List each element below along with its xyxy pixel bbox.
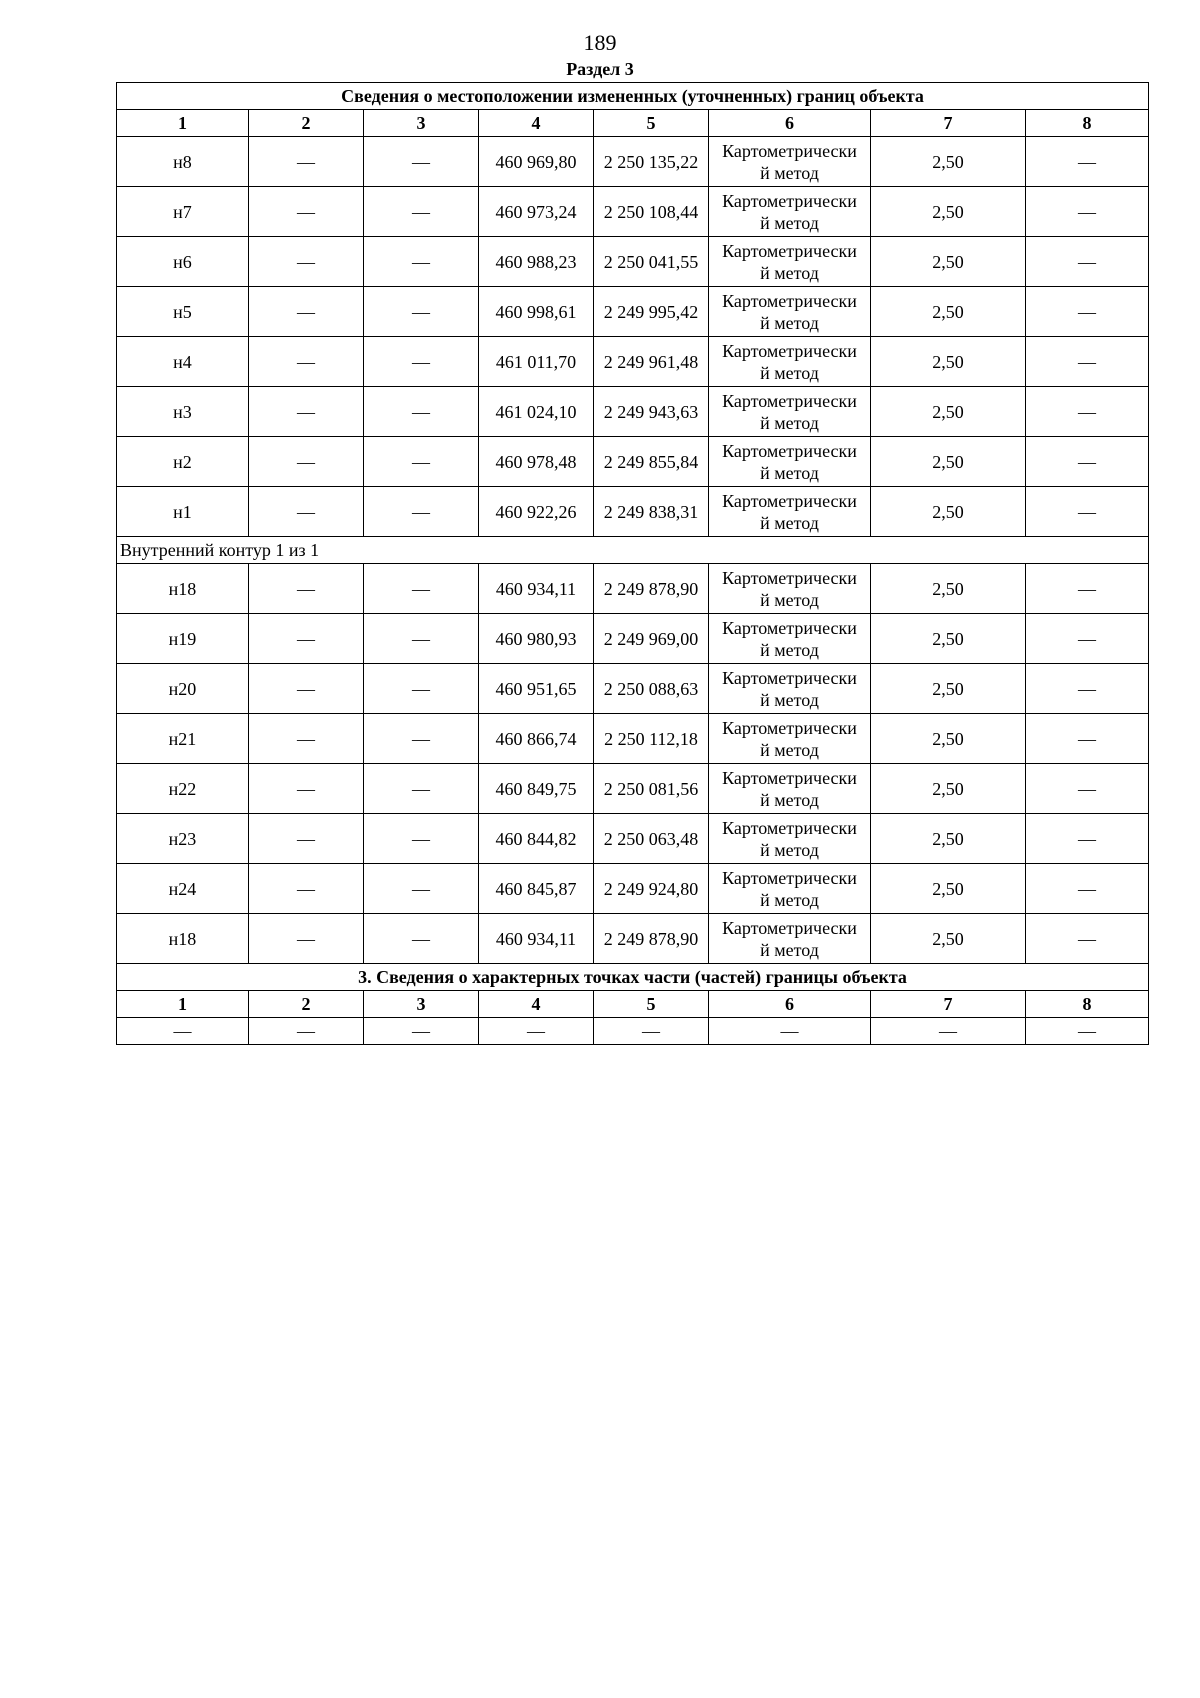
y-coordinate-cell: 2 249 969,00 bbox=[594, 614, 709, 664]
table-row bbox=[117, 764, 1149, 814]
method-line-2: й метод bbox=[760, 412, 819, 433]
y-coordinate-cell: 2 250 108,44 bbox=[594, 187, 709, 237]
dash-cell: — bbox=[364, 914, 479, 964]
method-line-2: й метод bbox=[760, 939, 819, 960]
x-coordinate-cell: 460 922,26 bbox=[479, 487, 594, 537]
accuracy-cell: 2,50 bbox=[871, 487, 1026, 537]
dash-cell: — bbox=[1026, 487, 1149, 537]
dash-cell: — bbox=[364, 137, 479, 187]
method-line-1: Картометрически bbox=[722, 867, 857, 888]
dash-cell: — bbox=[364, 187, 479, 237]
point-name-cell: н24 bbox=[117, 864, 249, 914]
dash-cell: — bbox=[364, 714, 479, 764]
method-cell bbox=[709, 764, 871, 814]
method-line-1: Картометрически bbox=[722, 290, 857, 311]
method-cell bbox=[709, 287, 871, 337]
point-name-cell: н2 bbox=[117, 437, 249, 487]
column-header: 7 bbox=[871, 110, 1026, 137]
table-row bbox=[117, 664, 1149, 714]
y-coordinate-cell: 2 250 135,22 bbox=[594, 137, 709, 187]
method-cell bbox=[709, 564, 871, 614]
table-row bbox=[117, 487, 1149, 537]
point-name-cell: н6 bbox=[117, 237, 249, 287]
column-header: 6 bbox=[709, 110, 871, 137]
x-coordinate-cell: 460 969,80 bbox=[479, 137, 594, 187]
y-coordinate-cell: 2 250 112,18 bbox=[594, 714, 709, 764]
dash-cell: — bbox=[249, 337, 364, 387]
dash-cell: — bbox=[249, 914, 364, 964]
point-name-cell: н18 bbox=[117, 914, 249, 964]
dash-cell: — bbox=[249, 387, 364, 437]
dash-cell: — bbox=[1026, 437, 1149, 487]
point-name-cell: н7 bbox=[117, 187, 249, 237]
dash-cell: — bbox=[1026, 187, 1149, 237]
table-row bbox=[117, 864, 1149, 914]
dash-cell: — bbox=[871, 1018, 1026, 1045]
table-row bbox=[117, 437, 1149, 487]
accuracy-cell: 2,50 bbox=[871, 914, 1026, 964]
table-row bbox=[117, 814, 1149, 864]
method-cell bbox=[709, 914, 871, 964]
section3-title: 3. Сведения о характерных точках части (частей) границы объекта bbox=[117, 964, 1149, 991]
accuracy-cell: 2,50 bbox=[871, 187, 1026, 237]
accuracy-cell: 2,50 bbox=[871, 337, 1026, 387]
y-coordinate-cell: 2 249 995,42 bbox=[594, 287, 709, 337]
dash-cell: — bbox=[364, 1018, 479, 1045]
x-coordinate-cell: 460 980,93 bbox=[479, 614, 594, 664]
table-row bbox=[117, 287, 1149, 337]
section3-column-header: 8 bbox=[1026, 991, 1149, 1018]
method-cell bbox=[709, 864, 871, 914]
x-coordinate-cell: 460 934,11 bbox=[479, 914, 594, 964]
x-coordinate-cell: 460 988,23 bbox=[479, 237, 594, 287]
accuracy-cell: 2,50 bbox=[871, 237, 1026, 287]
point-name-cell: н23 bbox=[117, 814, 249, 864]
method-cell bbox=[709, 187, 871, 237]
point-name-cell: н18 bbox=[117, 564, 249, 614]
method-line-2: й метод bbox=[760, 889, 819, 910]
method-line-2: й метод bbox=[760, 362, 819, 383]
method-line-1: Картометрически bbox=[722, 717, 857, 738]
x-coordinate-cell: 460 973,24 bbox=[479, 187, 594, 237]
dash-cell: — bbox=[479, 1018, 594, 1045]
point-name-cell: н8 bbox=[117, 137, 249, 187]
dash-cell: — bbox=[249, 614, 364, 664]
point-name-cell: н3 bbox=[117, 387, 249, 437]
x-coordinate-cell: 460 978,48 bbox=[479, 437, 594, 487]
accuracy-cell: 2,50 bbox=[871, 137, 1026, 187]
point-name-cell: н22 bbox=[117, 764, 249, 814]
dash-cell: — bbox=[1026, 614, 1149, 664]
dash-cell: — bbox=[364, 437, 479, 487]
column-header: 3 bbox=[364, 110, 479, 137]
dash-cell: — bbox=[249, 487, 364, 537]
method-line-1: Картометрически bbox=[722, 240, 857, 261]
column-header: 5 bbox=[594, 110, 709, 137]
method-line-1: Картометрически bbox=[722, 817, 857, 838]
dash-cell: — bbox=[1026, 714, 1149, 764]
accuracy-cell: 2,50 bbox=[871, 564, 1026, 614]
method-line-2: й метод bbox=[760, 212, 819, 233]
y-coordinate-cell: 2 249 855,84 bbox=[594, 437, 709, 487]
dash-cell: — bbox=[249, 287, 364, 337]
table-title: Сведения о местоположении измененных (уточненных) границ объекта bbox=[117, 83, 1149, 110]
accuracy-cell: 2,50 bbox=[871, 764, 1026, 814]
method-line-1: Картометрически bbox=[722, 617, 857, 638]
method-cell bbox=[709, 387, 871, 437]
method-cell bbox=[709, 237, 871, 287]
y-coordinate-cell: 2 250 063,48 bbox=[594, 814, 709, 864]
column-header-row bbox=[117, 110, 1149, 137]
dash-cell: — bbox=[364, 337, 479, 387]
table-title-row bbox=[117, 83, 1149, 110]
accuracy-cell: 2,50 bbox=[871, 664, 1026, 714]
method-cell bbox=[709, 664, 871, 714]
dash-cell: — bbox=[249, 814, 364, 864]
y-coordinate-cell: 2 250 081,56 bbox=[594, 764, 709, 814]
dash-cell: — bbox=[364, 237, 479, 287]
dash-cell: — bbox=[249, 237, 364, 287]
dash-cell: — bbox=[364, 614, 479, 664]
column-header: 2 bbox=[249, 110, 364, 137]
dash-cell: — bbox=[364, 387, 479, 437]
method-line-2: й метод bbox=[760, 462, 819, 483]
table-row bbox=[117, 137, 1149, 187]
dash-cell: — bbox=[1026, 914, 1149, 964]
dash-cell: — bbox=[364, 764, 479, 814]
dash-cell: — bbox=[249, 564, 364, 614]
method-cell bbox=[709, 487, 871, 537]
point-name-cell: н1 bbox=[117, 487, 249, 537]
method-cell bbox=[709, 137, 871, 187]
method-line-1: Картометрически bbox=[722, 190, 857, 211]
method-cell bbox=[709, 714, 871, 764]
method-line-2: й метод bbox=[760, 512, 819, 533]
method-line-1: Картометрически bbox=[722, 767, 857, 788]
dash-cell: — bbox=[1026, 387, 1149, 437]
column-header: 4 bbox=[479, 110, 594, 137]
dash-cell: — bbox=[249, 187, 364, 237]
method-line-2: й метод bbox=[760, 839, 819, 860]
method-cell bbox=[709, 437, 871, 487]
x-coordinate-cell: 461 011,70 bbox=[479, 337, 594, 387]
dash-cell: — bbox=[249, 714, 364, 764]
dash-cell: — bbox=[117, 1018, 249, 1045]
dash-cell: — bbox=[249, 437, 364, 487]
column-header: 8 bbox=[1026, 110, 1149, 137]
accuracy-cell: 2,50 bbox=[871, 437, 1026, 487]
dash-cell: — bbox=[1026, 287, 1149, 337]
dash-cell: — bbox=[249, 1018, 364, 1045]
dash-cell: — bbox=[249, 864, 364, 914]
accuracy-cell: 2,50 bbox=[871, 814, 1026, 864]
section3-column-header: 1 bbox=[117, 991, 249, 1018]
inner-contour-row bbox=[117, 537, 1149, 564]
method-cell bbox=[709, 814, 871, 864]
dash-cell: — bbox=[709, 1018, 871, 1045]
point-name-cell: н5 bbox=[117, 287, 249, 337]
y-coordinate-cell: 2 250 041,55 bbox=[594, 237, 709, 287]
dash-cell: — bbox=[594, 1018, 709, 1045]
dash-cell: — bbox=[1026, 137, 1149, 187]
y-coordinate-cell: 2 249 838,31 bbox=[594, 487, 709, 537]
point-name-cell: н4 bbox=[117, 337, 249, 387]
dash-cell: — bbox=[249, 664, 364, 714]
method-line-2: й метод bbox=[760, 789, 819, 810]
dash-cell: — bbox=[1026, 337, 1149, 387]
coordinates-table bbox=[116, 82, 1149, 1045]
section3-column-header: 3 bbox=[364, 991, 479, 1018]
method-cell bbox=[709, 614, 871, 664]
method-line-1: Картометрически bbox=[722, 340, 857, 361]
dash-cell: — bbox=[1026, 764, 1149, 814]
table-row bbox=[117, 564, 1149, 614]
x-coordinate-cell: 460 866,74 bbox=[479, 714, 594, 764]
method-line-2: й метод bbox=[760, 739, 819, 760]
method-line-1: Картометрически bbox=[722, 667, 857, 688]
dash-cell: — bbox=[364, 487, 479, 537]
method-line-2: й метод bbox=[760, 162, 819, 183]
dash-cell: — bbox=[1026, 237, 1149, 287]
y-coordinate-cell: 2 249 878,90 bbox=[594, 564, 709, 614]
x-coordinate-cell: 460 844,82 bbox=[479, 814, 594, 864]
accuracy-cell: 2,50 bbox=[871, 287, 1026, 337]
method-line-2: й метод bbox=[760, 689, 819, 710]
section3-title-row bbox=[117, 964, 1149, 991]
dash-cell: — bbox=[1026, 864, 1149, 914]
point-name-cell: н20 bbox=[117, 664, 249, 714]
method-line-2: й метод bbox=[760, 589, 819, 610]
method-line-1: Картометрически bbox=[722, 917, 857, 938]
y-coordinate-cell: 2 250 088,63 bbox=[594, 664, 709, 714]
dash-cell: — bbox=[364, 664, 479, 714]
table-row bbox=[117, 714, 1149, 764]
dash-cell: — bbox=[364, 287, 479, 337]
section3-column-header: 5 bbox=[594, 991, 709, 1018]
point-name-cell: н19 bbox=[117, 614, 249, 664]
table-row bbox=[117, 614, 1149, 664]
dash-cell: — bbox=[364, 864, 479, 914]
method-line-1: Картометрически bbox=[722, 140, 857, 161]
method-line-1: Картометрически bbox=[722, 567, 857, 588]
section3-column-header: 4 bbox=[479, 991, 594, 1018]
dash-cell: — bbox=[1026, 664, 1149, 714]
accuracy-cell: 2,50 bbox=[871, 714, 1026, 764]
table-row bbox=[117, 337, 1149, 387]
method-line-1: Картометрически bbox=[722, 490, 857, 511]
y-coordinate-cell: 2 249 943,63 bbox=[594, 387, 709, 437]
method-line-1: Картометрически bbox=[722, 390, 857, 411]
method-line-2: й метод bbox=[760, 639, 819, 660]
x-coordinate-cell: 460 951,65 bbox=[479, 664, 594, 714]
accuracy-cell: 2,50 bbox=[871, 387, 1026, 437]
x-coordinate-cell: 460 934,11 bbox=[479, 564, 594, 614]
dash-cell: — bbox=[364, 564, 479, 614]
dash-cell: — bbox=[249, 137, 364, 187]
table-row bbox=[117, 237, 1149, 287]
column-header: 1 bbox=[117, 110, 249, 137]
method-line-1: Картометрически bbox=[722, 440, 857, 461]
section3-empty-row bbox=[117, 1018, 1149, 1045]
section3-header-row bbox=[117, 991, 1149, 1018]
y-coordinate-cell: 2 249 924,80 bbox=[594, 864, 709, 914]
method-cell bbox=[709, 337, 871, 387]
accuracy-cell: 2,50 bbox=[871, 864, 1026, 914]
section3-column-header: 6 bbox=[709, 991, 871, 1018]
table-row bbox=[117, 914, 1149, 964]
dash-cell: — bbox=[1026, 564, 1149, 614]
section3-column-header: 2 bbox=[249, 991, 364, 1018]
table-row bbox=[117, 187, 1149, 237]
method-line-2: й метод bbox=[760, 262, 819, 283]
x-coordinate-cell: 460 845,87 bbox=[479, 864, 594, 914]
dash-cell: — bbox=[1026, 814, 1149, 864]
y-coordinate-cell: 2 249 878,90 bbox=[594, 914, 709, 964]
x-coordinate-cell: 460 849,75 bbox=[479, 764, 594, 814]
dash-cell: — bbox=[364, 814, 479, 864]
method-line-2: й метод bbox=[760, 312, 819, 333]
accuracy-cell: 2,50 bbox=[871, 614, 1026, 664]
section-label: Раздел 3 bbox=[566, 59, 634, 79]
x-coordinate-cell: 460 998,61 bbox=[479, 287, 594, 337]
dash-cell: — bbox=[1026, 1018, 1149, 1045]
y-coordinate-cell: 2 249 961,48 bbox=[594, 337, 709, 387]
x-coordinate-cell: 461 024,10 bbox=[479, 387, 594, 437]
dash-cell: — bbox=[249, 764, 364, 814]
point-name-cell: н21 bbox=[117, 714, 249, 764]
section3-column-header: 7 bbox=[871, 991, 1026, 1018]
inner-contour-label: Внутренний контур 1 из 1 bbox=[117, 537, 1149, 564]
page-number: 189 bbox=[583, 30, 617, 55]
table-row bbox=[117, 387, 1149, 437]
